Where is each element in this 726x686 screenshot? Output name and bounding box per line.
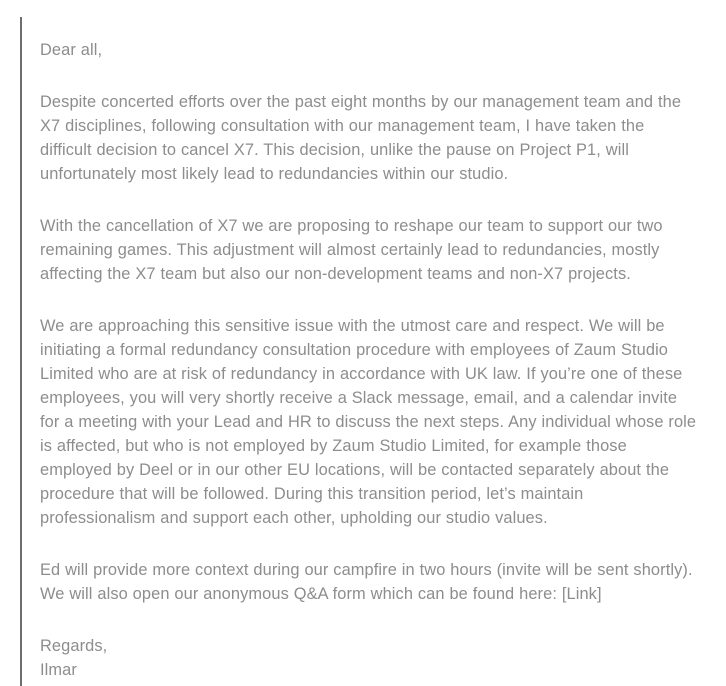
- quote-bar: [20, 17, 22, 686]
- paragraph-2: With the cancellation of X7 we are proposing to reshape our team to support our two remaining games. This adjustment will almost certainly lead to redundancies, mostly affecting the X7 team but also our non-development teams and non-X7 projects.: [40, 217, 663, 283]
- signature-block: [40, 634, 700, 682]
- signature-closing: Regards,: [40, 637, 108, 655]
- paragraph-1: Despite concerted efforts over the past eight months by our management team and the X7 disciplines, following consultation with our management team, I have taken the difficult decision to cancel X7. This decision, unlike the pause on Project P1, will unfortunately most likely lead to redundancies within our studio.: [40, 93, 682, 183]
- greeting-line: Dear all,: [40, 41, 103, 59]
- signature-name: Ilmar: [40, 661, 77, 679]
- paragraph-4: Ed will provide more context during our campfire in two hours (invite will be sent shortly). We will also open our anonymous Q&A form which can be found here: [Link]: [40, 561, 693, 603]
- paragraph-3: We are approaching this sensitive issue with the utmost care and respect. We will be initiating a formal redundancy consultation procedure with employees of Zaum Studio Limited who are at risk of redundancy in accordance with UK law. If you’re one of these employees, you will very shortly receive a Slack message, email, and a calendar invite for a meeting with your Lead and HR to discuss the next steps. Any individual whose role is affected, but who is not employed by Zaum Studio Limited, for example those employed by Deel or in our other EU locations, will be contacted separately about the procedure that will be followed. During this transition period, let’s maintain professionalism and support each other, upholding our studio values.: [40, 317, 697, 527]
- message-body: [40, 0, 700, 682]
